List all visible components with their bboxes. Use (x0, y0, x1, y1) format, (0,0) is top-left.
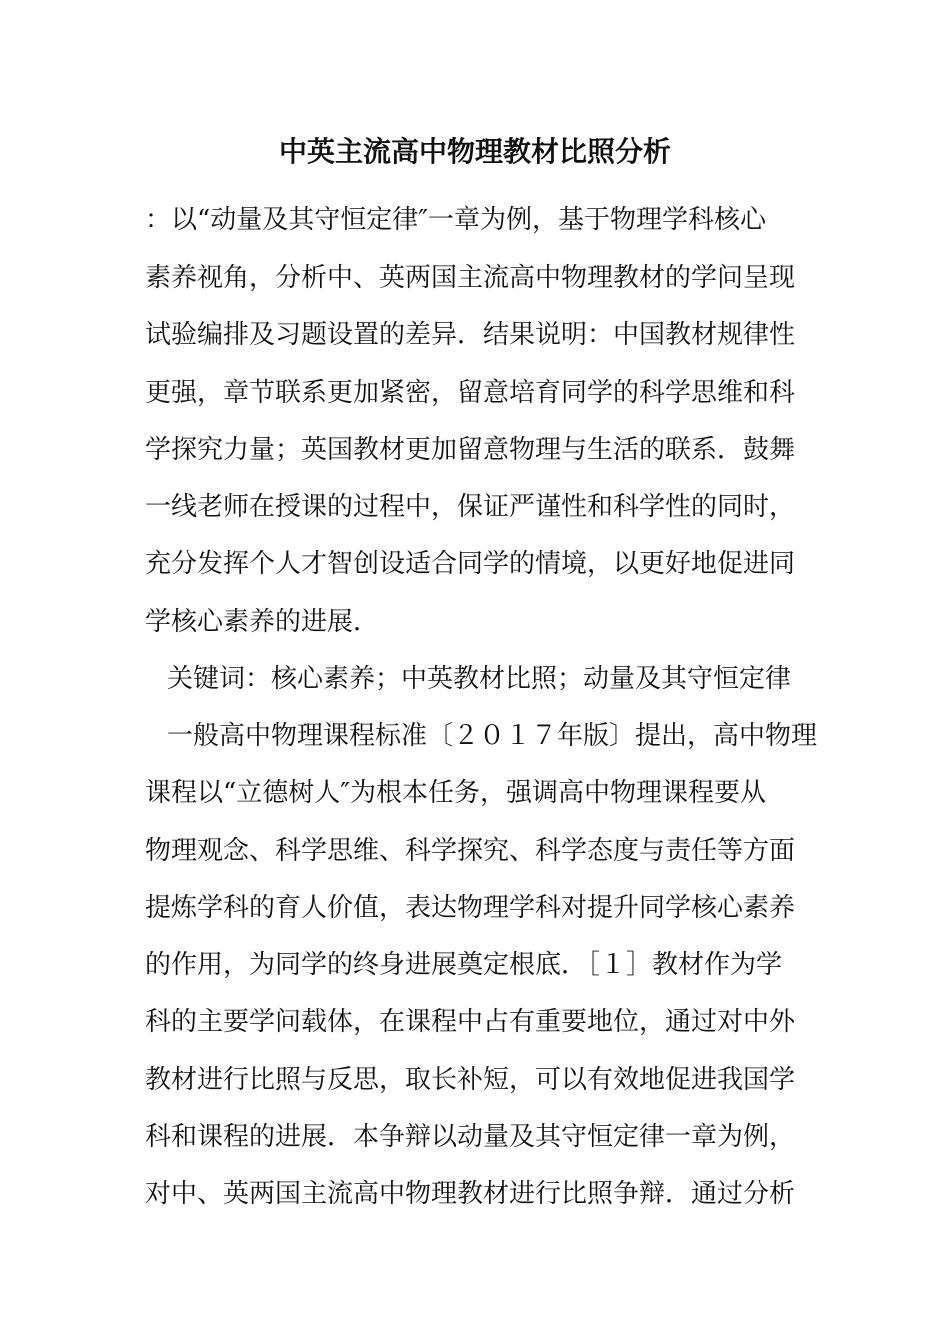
body-line-5: 的作用，为同学的终身进展奠定根底．［１］教材作为学 (145, 950, 783, 980)
abstract-line-4: 更强，章节联系更加紧密，留意培育同学的科学思维和科 (145, 378, 796, 408)
body-line-2: 课程以“立德树人″为根本任务，强调高中物理课程要从 (145, 778, 767, 808)
abstract-line-5: 学探究力量；英国教材更加留意物理与生活的联系．鼓舞 (145, 435, 796, 465)
body-line-6: 科的主要学问载体，在课程中占有重要地位，通过对中外 (145, 1007, 796, 1037)
abstract-line-1: ：以“动量及其守恒定律″一章为例，基于物理学科核心 (145, 205, 767, 235)
document-title: 中英主流高中物理教材比照分析 (278, 135, 671, 168)
abstract-line-2: 素养视角，分析中、英两国主流高中物理教材的学问呈现 (145, 263, 796, 293)
body-line-1: 一般高中物理课程标准〔２０１７年版〕提出，高中物理 (167, 721, 818, 751)
body-line-8: 科和课程的进展．本争辩以动量及其守恒定律一章为例， (145, 1122, 796, 1152)
abstract-line-6: 一线老师在授课的过程中，保证严谨性和科学性的同时， (145, 492, 796, 522)
body-line-9: 对中、英两国主流高中物理教材进行比照争辩．通过分析 (145, 1179, 796, 1209)
body-line-3: 物理观念、科学思维、科学探究、科学态度与责任等方面 (145, 836, 796, 866)
abstract-line-7: 充分发挥个人才智创设适合同学的情境，以更好地促进同 (145, 549, 796, 579)
keywords-line: 关键词：核心素养；中英教材比照；动量及其守恒定律 (167, 664, 792, 694)
body-line-4: 提炼学科的育人价值，表达物理学科对提升同学核心素养 (145, 893, 796, 923)
abstract-line-3: 试验编排及习题设置的差异．结果说明：中国教材规律性 (145, 320, 796, 350)
body-line-7: 教材进行比照与反思，取长补短，可以有效地促进我国学 (145, 1065, 796, 1095)
abstract-line-8: 学核心素养的进展． (145, 607, 380, 637)
